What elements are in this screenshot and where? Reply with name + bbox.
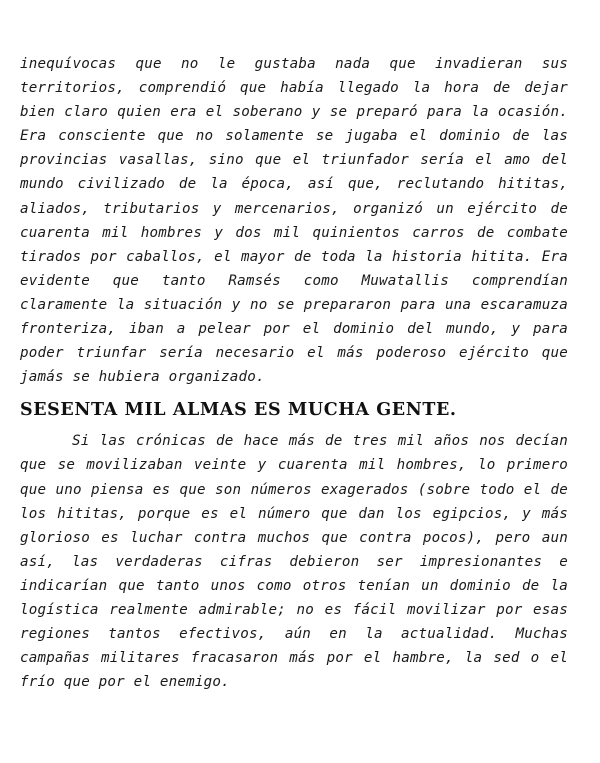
- section-heading: SESENTA MIL ALMAS ES MUCHA GENTE.: [20, 400, 457, 421]
- document-page: [20, 52, 568, 694]
- body-paragraph: inequívocas que no le gustaba nada que invadieran sus territorios, comprendió que había llegado la hora de dejar bien claro quien era el soberano y se preparó para la ocasión. Era consciente que no solamente se jugaba el dominio de las provincias vasallas, sino que el triunfador sería el amo del mundo civilizado de la época, así que, reclutando hititas, aliados, tributarios y mercenarios, organizó un ejército de cuarenta mil hombres y dos mil quinientos carros de combate tirados por caballos, el mayor de toda la historia hitita. Era evidente que tanto Ramsés como Muwatallis comprendían claramente la situación y no se prepararon para una escaramuza fronteriza, iban a pelear por el dominio del mundo, y para poder triunfar sería necesario el más poderoso ejército que jamás se hubiera organizado.: [20, 56, 568, 386]
- body-paragraph: Si las crónicas de hace más de tres mil años nos decían que se movilizaban veinte y cuarenta mil hombres, lo primero que uno piensa es que son números exagerados (sobre todo el de los hititas, porque es el número que dan los egipcios, y más glorioso es luchar contra muchos que contra pocos), pero aun así, las verdaderas cifras debieron ser impresionantes e indicarían que tanto unos como otros tenían un dominio de la logística realmente admirable; no es fácil movilizar por esas regiones tantos efectivos, aún en la actualidad. Muchas campañas militares fracasaron más por el hambre, la sed o el frío que por el enemigo.: [20, 433, 568, 691]
